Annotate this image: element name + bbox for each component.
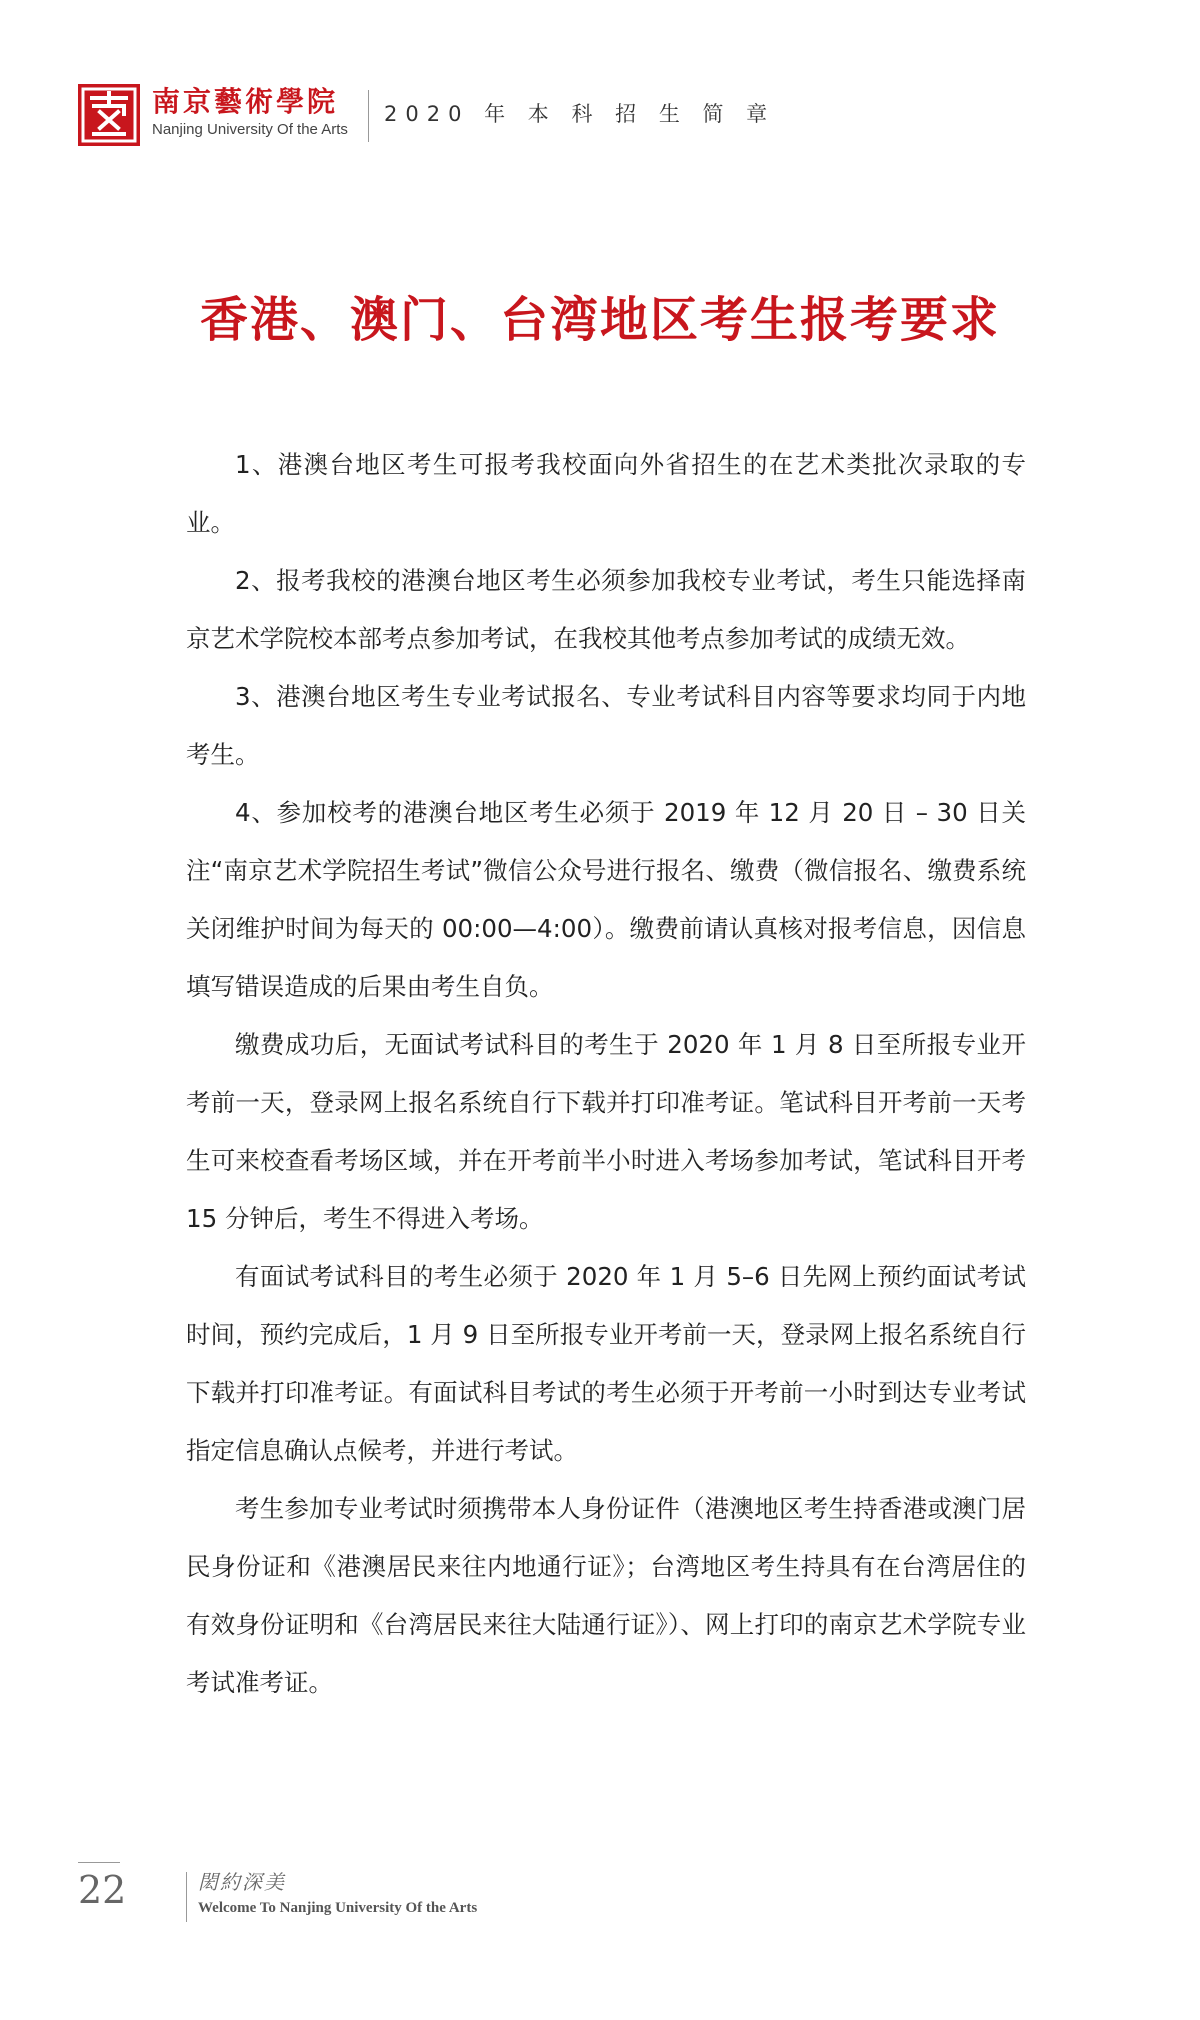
university-name-block <box>152 86 348 140</box>
page-title: 香港、澳门、台湾地区考生报考要求 <box>199 292 1000 348</box>
university-name-cn: 南京藝術學院 <box>152 85 339 118</box>
header-divider <box>368 90 369 142</box>
footer-slogan-cn: 閎約深美 <box>198 1870 286 1894</box>
brochure-title: 2020 年 本 科 招 生 简 章 <box>384 102 776 126</box>
paragraph-2: 2、报考我校的港澳台地区考生必须参加我校专业考试，考生只能选择南京艺术学院校本部考点参加考试，在我校其他考点参加考试的成绩无效。 <box>186 566 1026 653</box>
paragraph-6: 有面试考试科目的考生必须于 2020 年 1 月 5–6 日先网上预约面试考试时间，预约完成后，1 月 9 日至所报专业开考前一天，登录网上报名系统自行下载并打印准考证。有面试科目考试的考生必须于开考前一小时到达专业考试指定信息确认点候考，并进行考试。 <box>186 1262 1026 1465</box>
paragraph-3: 3、港澳台地区考生专业考试报名、专业考试科目内容等要求均同于内地考生。 <box>186 682 1026 769</box>
paragraph-1: 1、港澳台地区考生可报考我校面向外省招生的在艺术类批次录取的专业。 <box>186 450 1026 537</box>
university-name-en: Nanjing University Of the Arts <box>152 121 348 138</box>
footer-slogan-en: Welcome To Nanjing University Of the Arts <box>198 1900 478 1916</box>
paragraph-7: 考生参加专业考试时须携带本人身份证件（港澳地区考生持香港或澳门居民身份证和《港澳居民来往内地通行证》；台湾地区考生持具有在台湾居住的有效身份证明和《台湾居民来往大陆通行证》）、网上打印的南京艺术学院专业考试准考证。 <box>186 1494 1026 1697</box>
footer-rule <box>78 1862 120 1863</box>
seal-glyph-icon <box>78 84 140 146</box>
page-number: 22 <box>78 1868 127 1912</box>
page-header <box>78 80 1118 148</box>
footer-divider <box>186 1872 187 1922</box>
paragraph-4: 4、参加校考的港澳台地区考生必须于 2019 年 12 月 20 日 – 30 日关注“南京艺术学院招生考试”微信公众号进行报名、缴费（微信报名、缴费系统关闭维护时间为每天的 00:00—4:00）。缴费前请认真核对报考信息，因信息填写错误造成的后果由考生自负。 <box>186 798 1026 1001</box>
university-seal-logo <box>78 84 140 146</box>
page-footer <box>78 1862 578 1932</box>
requirements-body <box>186 436 1026 1712</box>
paragraph-5: 缴费成功后，无面试考试科目的考生于 2020 年 1 月 8 日至所报专业开考前一天，登录网上报名系统自行下载并打印准考证。笔试科目开考前一天考生可来校查看考场区域，并在开考前半小时进入考场参加考试，笔试科目开考 15 分钟后，考生不得进入考场。 <box>186 1030 1026 1233</box>
